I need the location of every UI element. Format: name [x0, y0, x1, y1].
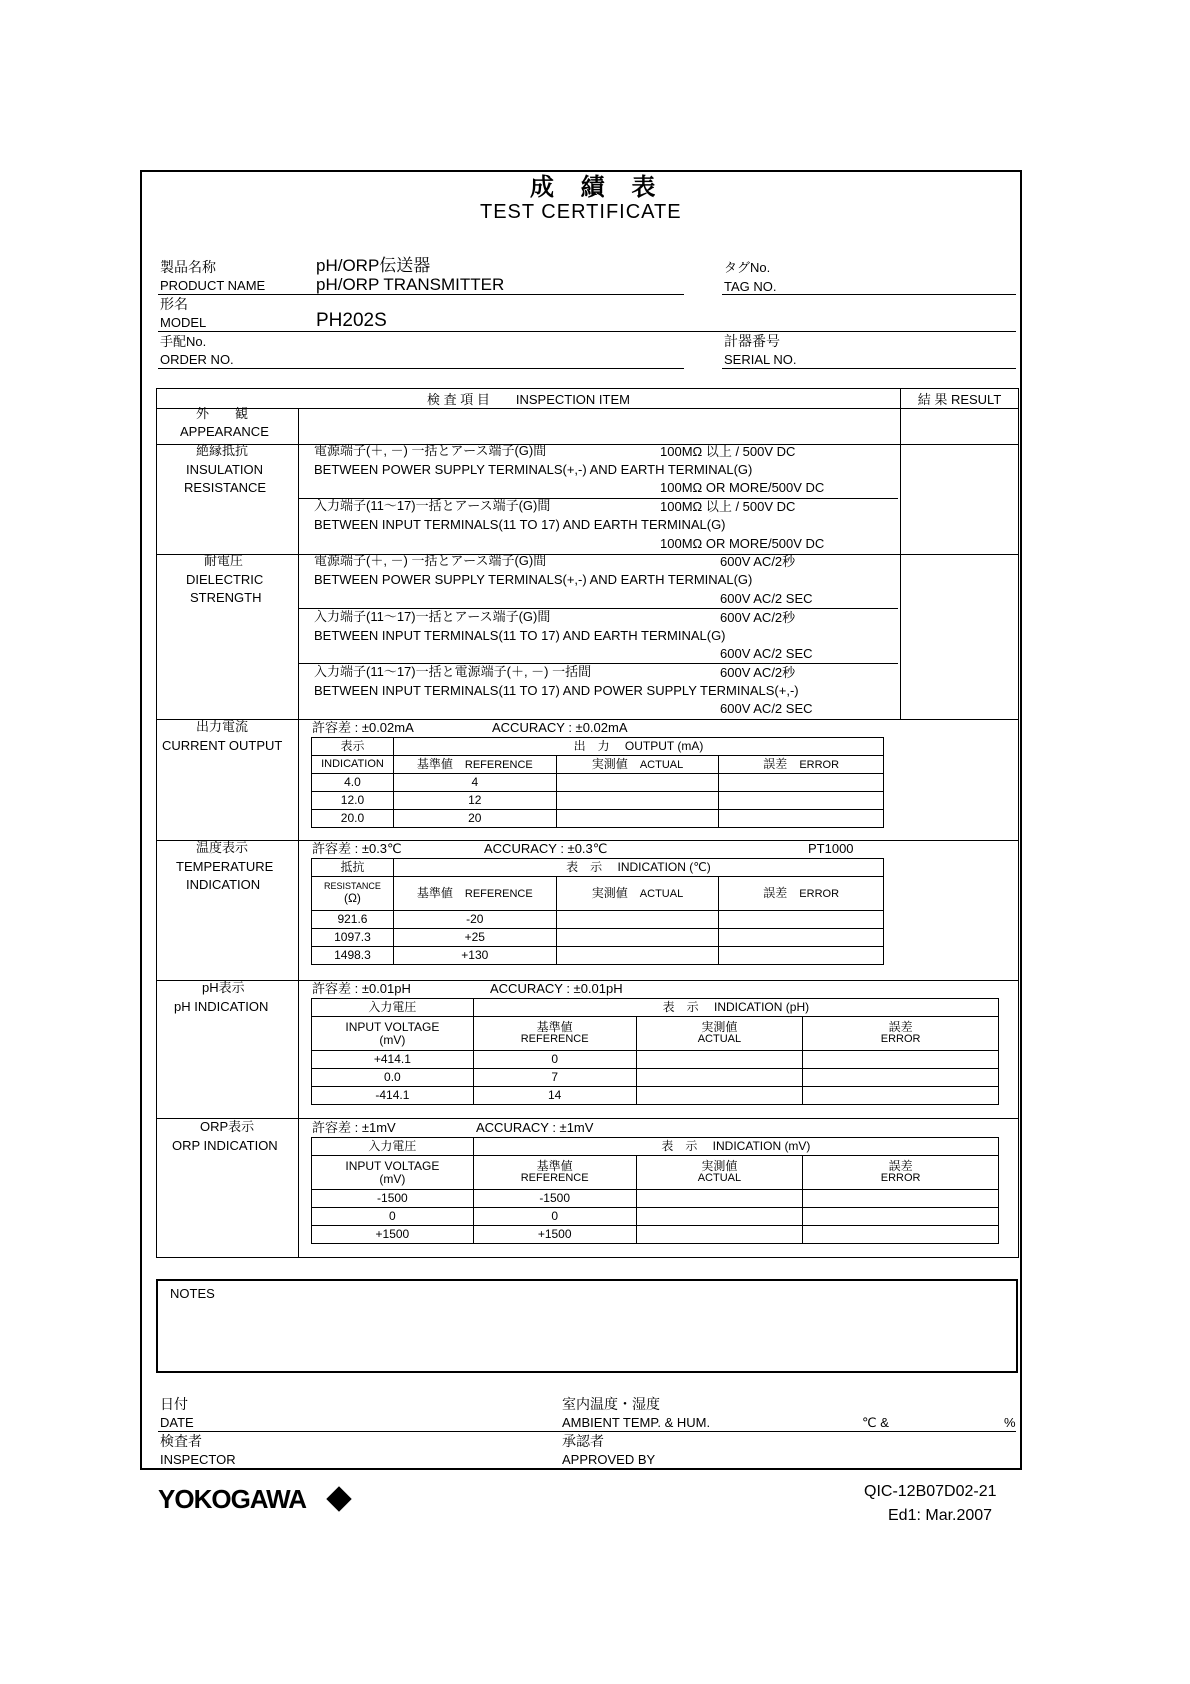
- temp-row-ref: +130: [393, 947, 556, 965]
- table-row: [312, 1208, 999, 1226]
- temperature-en1: TEMPERATURE: [176, 859, 274, 874]
- ph-col-in-unit: (mV): [379, 1032, 406, 1047]
- temp-col-res-unit: (Ω): [343, 890, 361, 905]
- ph-row-error: [803, 1051, 999, 1069]
- co-col-ind-jp: 表示: [312, 738, 394, 756]
- orp-jp: ORP表示: [200, 1119, 255, 1134]
- ph-row-actual: [636, 1051, 803, 1069]
- dielectric-r1-spec-en: 600V AC/2 SEC: [720, 591, 813, 606]
- product-label-jp: 製品名称: [160, 259, 216, 275]
- notes-box: [156, 1279, 1018, 1373]
- orp-row-error: [803, 1190, 999, 1208]
- insulation-r2-spec: 100MΩ 以上 / 500V DC: [660, 499, 796, 514]
- orp-row-ref: 0: [473, 1208, 636, 1226]
- insulation-r1-spec: 100MΩ 以上 / 500V DC: [660, 444, 796, 459]
- ph-col-err-jp: 誤差: [888, 1020, 913, 1035]
- dielectric-r1-spec: 600V AC/2秒: [720, 554, 796, 569]
- co-row-ref: 12: [393, 792, 556, 810]
- insulation-r1-spec-en: 100MΩ OR MORE/500V DC: [660, 480, 825, 495]
- co-row-ind: 20.0: [312, 810, 394, 828]
- table-row: [312, 911, 884, 929]
- table-row: [312, 774, 884, 792]
- orp-col-ref-en: REFERENCE: [520, 1172, 589, 1185]
- co-col-err-en: ERROR: [799, 758, 840, 771]
- co-col-act-en: ACTUAL: [639, 758, 684, 771]
- current-output-tol-en: ACCURACY : ±0.02mA: [492, 720, 628, 735]
- ph-col-ref-en: REFERENCE: [520, 1033, 589, 1046]
- temp-row-ref: -20: [393, 911, 556, 929]
- dielectric-result: [901, 555, 1019, 720]
- dielectric-en2: STRENGTH: [190, 590, 262, 605]
- insulation-r2-jp: 入力端子(11～17)一括とアース端子(G)間: [314, 498, 551, 513]
- temp-col-ref-jp: 基準値: [416, 885, 453, 900]
- ph-col-in-jp: 入力電圧: [312, 999, 474, 1017]
- temp-row-res: 1097.3: [312, 929, 394, 947]
- table-row: [312, 929, 884, 947]
- ph-jp: pH表示: [202, 980, 245, 995]
- co-col-ind-en: INDICATION: [312, 756, 394, 774]
- orp-row-ref: -1500: [473, 1190, 636, 1208]
- appearance-jp: 外 観: [196, 406, 249, 421]
- insulation-r1-en: BETWEEN POWER SUPPLY TERMINALS(+,-) AND EARTH TERMINAL(G): [314, 462, 753, 477]
- dielectric-r3-en: BETWEEN INPUT TERMINALS(11 TO 17) AND POWER SUPPLY TERMINALS(+,-): [314, 683, 799, 698]
- temp-row-error: [719, 929, 884, 947]
- tag-underline: [722, 294, 1016, 295]
- approved-label-jp: 承認者: [562, 1433, 604, 1449]
- temp-row-actual: [556, 929, 719, 947]
- approved-label-en: APPROVED BY: [562, 1452, 656, 1467]
- co-row-error: [719, 810, 884, 828]
- co-col-ref-en: REFERENCE: [464, 758, 533, 771]
- order-label-jp: 手配No.: [160, 334, 207, 349]
- ambient-deg: ℃ &: [862, 1415, 889, 1430]
- dielectric-r2-spec: 600V AC/2秒: [720, 610, 796, 625]
- temp-col-act-en: ACTUAL: [639, 887, 684, 900]
- ambient-pct: %: [1004, 1415, 1016, 1430]
- date-label-en: DATE: [160, 1415, 194, 1430]
- current-output-table: [311, 737, 884, 828]
- serial-label-jp: 計器番号: [724, 333, 780, 349]
- dielectric-r2-jp: 入力端子(11～17)一括とアース端子(G)間: [314, 609, 551, 624]
- yokogawa-diamond-icon: [326, 1486, 351, 1511]
- inspector-label-en: INSPECTOR: [160, 1452, 236, 1467]
- co-col-out: 出 力 OUTPUT (mA): [393, 738, 883, 756]
- ambient-label-jp: 室内温度・湿度: [562, 1396, 660, 1412]
- table-row: [312, 1051, 999, 1069]
- orp-tol-en: ACCURACY : ±1mV: [476, 1120, 594, 1135]
- edition: Ed1: Mar.2007: [888, 1507, 993, 1524]
- temp-row-error: [719, 911, 884, 929]
- table-row: [312, 947, 884, 965]
- current-output-jp: 出力電流: [196, 719, 249, 734]
- co-col-act-jp: 実測値: [591, 756, 628, 771]
- insulation-jp: 絶縁抵抗: [196, 443, 249, 458]
- temp-row-actual: [556, 947, 719, 965]
- orp-row-actual: [636, 1190, 803, 1208]
- co-row-ref: 20: [393, 810, 556, 828]
- orp-col-in-jp: 入力電圧: [312, 1138, 474, 1156]
- ph-row-ref: 0: [473, 1051, 636, 1069]
- orp-row-actual: [636, 1208, 803, 1226]
- orp-row-ref: +1500: [473, 1226, 636, 1244]
- ph-row-in: +414.1: [312, 1051, 474, 1069]
- orp-col-in-unit: (mV): [379, 1171, 406, 1186]
- current-output-tol-jp: 許容差 : ±0.02mA: [312, 720, 414, 735]
- title-en: TEST CERTIFICATE: [480, 201, 682, 223]
- notes-label: NOTES: [170, 1286, 215, 1301]
- ph-table: [311, 998, 999, 1105]
- dielectric-r2-spec-en: 600V AC/2 SEC: [720, 646, 813, 661]
- dielectric-jp: 耐電圧: [204, 553, 244, 568]
- product-value-jp: pH/ORP伝送器: [316, 256, 431, 275]
- ph-tol-en: ACCURACY : ±0.01pH: [490, 981, 623, 996]
- inspection-header-row: [157, 389, 1019, 409]
- model-value: PH202S: [316, 310, 387, 331]
- serial-label-en: SERIAL NO.: [724, 352, 797, 367]
- table-row: [312, 1069, 999, 1087]
- orp-col-act-en: ACTUAL: [697, 1172, 742, 1185]
- result-header: 結 果 RESULT: [901, 389, 1019, 409]
- co-row-actual: [556, 810, 719, 828]
- order-label-en: ORDER NO.: [160, 352, 234, 367]
- dielectric-r1-en: BETWEEN POWER SUPPLY TERMINALS(+,-) AND EARTH TERMINAL(G): [314, 572, 753, 587]
- ph-row-ref: 7: [473, 1069, 636, 1087]
- ph-row-in: -414.1: [312, 1087, 474, 1105]
- insulation-row: [157, 445, 1019, 555]
- ph-row-error: [803, 1087, 999, 1105]
- orp-row-error: [803, 1226, 999, 1244]
- yokogawa-logo-text: YOKOGAWA: [158, 1484, 307, 1514]
- model-label-jp: 形名: [160, 296, 188, 312]
- ph-row-in: 0.0: [312, 1069, 474, 1087]
- temperature-en2: INDICATION: [186, 877, 261, 892]
- dielectric-r1-jp: 電源端子(＋, －) 一括とアース端子(G)間: [314, 553, 547, 568]
- serial-underline: [722, 368, 1016, 369]
- co-col-err-jp: 誤差: [763, 756, 788, 771]
- ph-row-actual: [636, 1087, 803, 1105]
- product-label-en: PRODUCT NAME: [160, 278, 266, 293]
- insulation-r2-spec-en: 100MΩ OR MORE/500V DC: [660, 536, 825, 551]
- orp-table: [311, 1137, 999, 1244]
- temp-row-error: [719, 947, 884, 965]
- insulation-r1-jp: 電源端子(＋, －) 一括とアース端子(G)間: [314, 443, 547, 458]
- temp-col-err-jp: 誤差: [763, 885, 788, 900]
- appearance-en: APPEARANCE: [180, 424, 269, 439]
- orp-col-err-jp: 誤差: [888, 1159, 913, 1174]
- dielectric-en1: DIELECTRIC: [186, 572, 264, 587]
- table-row: [312, 810, 884, 828]
- temperature-tol-en: ACCURACY : ±0.3℃: [484, 841, 608, 856]
- orp-tol-jp: 許容差 : ±1mV: [312, 1120, 396, 1135]
- co-row-actual: [556, 774, 719, 792]
- ambient-label-en: AMBIENT TEMP. & HUM.: [562, 1415, 711, 1430]
- ph-row-actual: [636, 1069, 803, 1087]
- orp-row-actual: [636, 1226, 803, 1244]
- orp-row-in: 0: [312, 1208, 474, 1226]
- ph-col-act-jp: 実測値: [701, 1020, 738, 1035]
- appearance-result: [901, 409, 1019, 445]
- insulation-r2-en: BETWEEN INPUT TERMINALS(11 TO 17) AND EARTH TERMINAL(G): [314, 517, 726, 532]
- table-row: [312, 1190, 999, 1208]
- ph-row-error: [803, 1069, 999, 1087]
- inspector-underline: [158, 1468, 1016, 1469]
- model-underline: [158, 331, 1016, 332]
- dielectric-r3-spec: 600V AC/2秒: [720, 665, 796, 680]
- temperature-tol-jp: 許容差 : ±0.3℃: [312, 841, 402, 856]
- temperature-table: [311, 858, 884, 965]
- insulation-result: [901, 445, 1019, 555]
- co-col-ref-jp: 基準値: [416, 756, 453, 771]
- co-row-actual: [556, 792, 719, 810]
- orp-col-act-jp: 実測値: [701, 1159, 738, 1174]
- ph-col-act-en: ACTUAL: [697, 1033, 742, 1046]
- orp-col-err-en: ERROR: [880, 1172, 921, 1185]
- temp-col-err-en: ERROR: [799, 887, 840, 900]
- date-label-jp: 日付: [160, 1396, 188, 1412]
- table-row: [312, 1226, 999, 1244]
- temp-col-ref-en: REFERENCE: [464, 887, 533, 900]
- dielectric-r3-jp: 入力端子(11～17)一括と電源端子(＋, －) 一括間: [314, 664, 592, 679]
- product-underline: [158, 294, 684, 295]
- ph-en: pH INDICATION: [174, 999, 269, 1014]
- orp-en: ORP INDICATION: [172, 1138, 278, 1153]
- orp-col-in-en: INPUT VOLTAGE: [345, 1158, 440, 1173]
- ph-tol-jp: 許容差 : ±0.01pH: [312, 981, 411, 996]
- dielectric-r3-spec-en: 600V AC/2 SEC: [720, 701, 813, 716]
- co-row-ind: 4.0: [312, 774, 394, 792]
- temp-row-actual: [556, 911, 719, 929]
- orp-row-in: +1500: [312, 1226, 474, 1244]
- title-jp: 成 績 表: [530, 174, 666, 201]
- current-output-en: CURRENT OUTPUT: [162, 738, 283, 753]
- appearance-row: [157, 409, 1019, 445]
- product-value-en: pH/ORP TRANSMITTER: [316, 275, 505, 294]
- co-row-ref: 4: [393, 774, 556, 792]
- ph-row-ref: 14: [473, 1087, 636, 1105]
- temp-col-res-jp: 抵抗: [312, 859, 394, 877]
- ph-col-ref-jp: 基準値: [536, 1020, 573, 1035]
- orp-row-in: -1500: [312, 1190, 474, 1208]
- temp-row-res: 921.6: [312, 911, 394, 929]
- date-underline: [158, 1431, 1016, 1432]
- orp-col-ref-jp: 基準値: [536, 1159, 573, 1174]
- temperature-jp: 温度表示: [196, 840, 249, 855]
- co-row-error: [719, 774, 884, 792]
- temp-row-res: 1498.3: [312, 947, 394, 965]
- insulation-en2: RESISTANCE: [184, 480, 267, 495]
- temperature-sensor: PT1000: [808, 841, 854, 856]
- table-row: [312, 792, 884, 810]
- temp-row-ref: +25: [393, 929, 556, 947]
- co-row-error: [719, 792, 884, 810]
- co-row-ind: 12.0: [312, 792, 394, 810]
- order-underline: [158, 368, 684, 369]
- dielectric-r2-en: BETWEEN INPUT TERMINALS(11 TO 17) AND EARTH TERMINAL(G): [314, 628, 726, 643]
- tag-label-en: TAG NO.: [724, 279, 777, 294]
- ph-col-ind: 表 示 INDICATION (pH): [473, 999, 998, 1017]
- ph-col-in-en: INPUT VOLTAGE: [345, 1019, 440, 1034]
- insulation-en1: INSULATION: [186, 462, 264, 477]
- orp-row-error: [803, 1208, 999, 1226]
- tag-label-jp: タグNo.: [724, 260, 771, 275]
- temp-col-act-jp: 実測値: [591, 885, 628, 900]
- model-label-en: MODEL: [160, 315, 207, 330]
- table-row: [312, 1087, 999, 1105]
- inspection-item-header: 検 査 項 目 INSPECTION ITEM: [157, 389, 901, 409]
- doc-code: QIC-12B07D02-21: [864, 1483, 997, 1500]
- ph-col-err-en: ERROR: [880, 1033, 921, 1046]
- temp-col-ind: 表 示 INDICATION (℃): [393, 859, 883, 877]
- orp-col-ind: 表 示 INDICATION (mV): [473, 1138, 998, 1156]
- inspector-label-jp: 検査者: [160, 1433, 202, 1449]
- temp-col-res-en: RESISTANCE: [324, 881, 381, 892]
